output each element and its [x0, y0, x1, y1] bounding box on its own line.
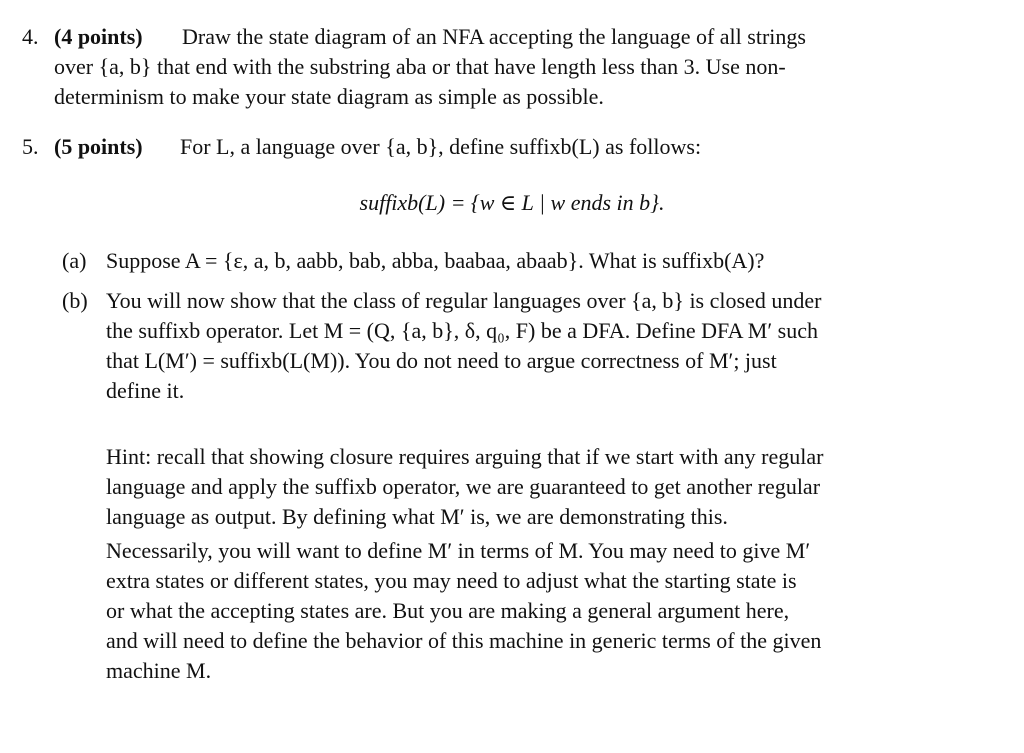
part-b-label: (b) — [62, 288, 88, 313]
part-b-line-3: that L(M′) = suffixb(L(M)). You do not need to argue correctness of M′; just — [106, 348, 777, 373]
part-a-text: Suppose A = {ε, a, b, aabb, bab, abba, baabaa, abaab}. What is suffixb(A)? — [106, 248, 765, 273]
q4-points: (4 points) — [54, 24, 143, 49]
part-b-line-1: You will now show that the class of regular languages over {a, b} is closed under — [106, 288, 822, 313]
hint-line-2: language and apply the suffixb operator, we are guaranteed to get another regular — [106, 474, 821, 499]
part-b-line-2: the suffixb operator. Let M = (Q, {a, b}, δ, q₀, F) be a DFA. Define DFA M′ such — [106, 318, 818, 343]
part-a-label: (a) — [62, 248, 87, 273]
part-b-line-4: define it. — [106, 378, 185, 403]
suffixb-definition: suffixb(L) = {w ∈ L | w ends in b}. — [359, 190, 665, 215]
hint-line-3: language as output. By defining what M′ is, we are demonstrating this. — [106, 504, 728, 529]
q5-points: (5 points) — [54, 134, 143, 159]
q4-number: 4. — [22, 24, 39, 49]
q4-line-3: determinism to make your state diagram as simple as possible. — [54, 84, 604, 109]
q4-line-2: over {a, b} that end with the substring aba or that have length less than 3. Use non- — [54, 54, 786, 79]
q5-number: 5. — [22, 134, 39, 159]
hint-line-5: extra states or different states, you may need to adjust what the starting state is — [106, 568, 797, 593]
q4-line-1: Draw the state diagram of an NFA accepting the language of all strings — [182, 24, 806, 49]
hint-line-1: Hint: recall that showing closure requires arguing that if we start with any regular — [106, 444, 824, 469]
q5-intro: For L, a language over {a, b}, define suffixb(L) as follows: — [180, 134, 702, 159]
hint-line-4: Necessarily, you will want to define M′ in terms of M. You may need to give M′ — [106, 538, 811, 563]
hint-line-6: or what the accepting states are. But you are making a general argument here, — [106, 598, 790, 623]
hint-line-8: machine M. — [106, 658, 212, 683]
hint-line-7: and will need to define the behavior of this machine in generic terms of the given — [106, 628, 822, 653]
